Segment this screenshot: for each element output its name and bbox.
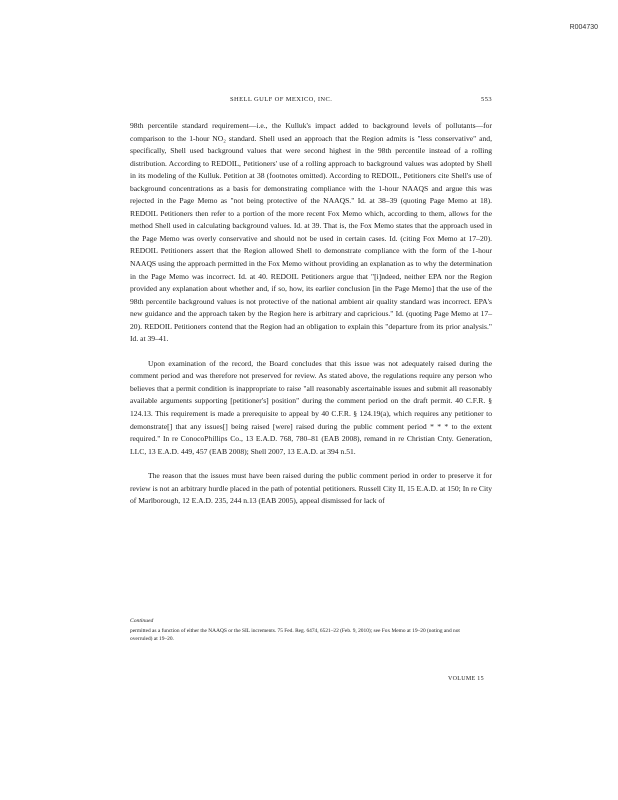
paragraph-3: The reason that the issues must have been raised during the public comment period in order to preserve it for review is not an arbitrary hurdle placed in the path of potential petitioners. Russell City II, 15 E.A.D. at 150; In re City of Marlborough, 12 E.A.D. 235, 244 n.13 (EAB 2005), appeal dismissed for lack of [130,471,492,506]
running-head-title: SHELL GULF OF MEXICO, INC. [230,96,333,103]
page-number: 553 [481,96,492,103]
paragraph-1: 98th percentile standard requirement—i.e., the Kulluk's impact added to background levels of pollutants—for comparison to the 1-hour NO₂ standard. Shell used an approach that the Region admits is "less conservative" and, specifically, Shell used background values that were second highest in the 98th percentile instead of a rolling distribution. According to REDOIL, Petitioners' use of a rolling approach to background values was adopted by Shell in its modeling of the Kulluk. Petition at 38 (footnotes omitted). According to REDOIL, Petitioners cite Shell's use of background concentrations as a basis for demonstrating compliance with the 1-hour NAAQS and argue this was rejected in the Page Memo as "not being protective of the NAAQS." Id. at 38–39 (quoting Page Memo at 18). REDOIL Petitioners then refer to a portion of the more recent Fox Memo which, according to them, allows for the method Shell used in calculating background values. Id. at 39. That is, the Fox Memo states that the approach used in the Page Memo was overly conservative and should not be used in certain cases. Id. (citing Fox Memo at 17–20). REDOIL Petitioners assert that the Region allowed Shell to demonstrate compliance with the form of the 1-hour NAAQS using the approach permitted in the Fox Memo without providing an explanation as to why the determination in the Page Memo was incorrect. Id. at 40. REDOIL Petitioners argue that "[i]ndeed, neither EPA nor the Region provided any explanation about whether and, if so, how, its earlier conclusion [in the Page Memo] that the use of the 98th percentile background values is not protective of the national ambient air quality standard was incorrect. EPA's new guidance and the approach taken by the Region here is arbitrary and capricious." Id. (quoting Page Memo at 17–20). REDOIL Petitioners contend that the Region had an obligation to explain this "departure from its prior analysis." Id. at 39–41. [130,121,492,344]
body-text [130,120,492,508]
volume-identifier: VOLUME 15 [448,676,484,682]
footnote-label: Continued [130,618,154,624]
running-head [130,96,492,106]
bates-number: R004730 [569,24,598,31]
footnote-text: permitted as a function of either the NAAQS or the SIL increments. 75 Fed. Reg. 6474, 6521–22 (Feb. 9, 2010); see Fox Memo at 19–20 (noting and not overruled) at 19–20. [130,628,460,642]
paragraph-2: Upon examination of the record, the Board concludes that this issue was not adequately raised during the comment period and was therefore not preserved for review. As stated above, the regulations require any person who believes that a permit condition is inappropriate to raise "all reasonably ascertainable issues and submit all reasonably available arguments supporting [petitioner's] position" during the comment period on the draft permit. 40 C.F.R. § 124.13. This requirement is made a prerequisite to appeal by 40 C.F.R. § 124.19(a), which requires any petitioner to demonstrate[] that any issues[] being raised [were] raised during the public comment period * * * to the extent required." In re ConocoPhillips Co., 13 E.A.D. 768, 780–81 (EAB 2008), remand in re Christian Cnty. Generation, LLC, 13 E.A.D. 449, 457 (EAB 2008); Shell 2007, 13 E.A.D. at 394 n.51. [130,358,492,456]
